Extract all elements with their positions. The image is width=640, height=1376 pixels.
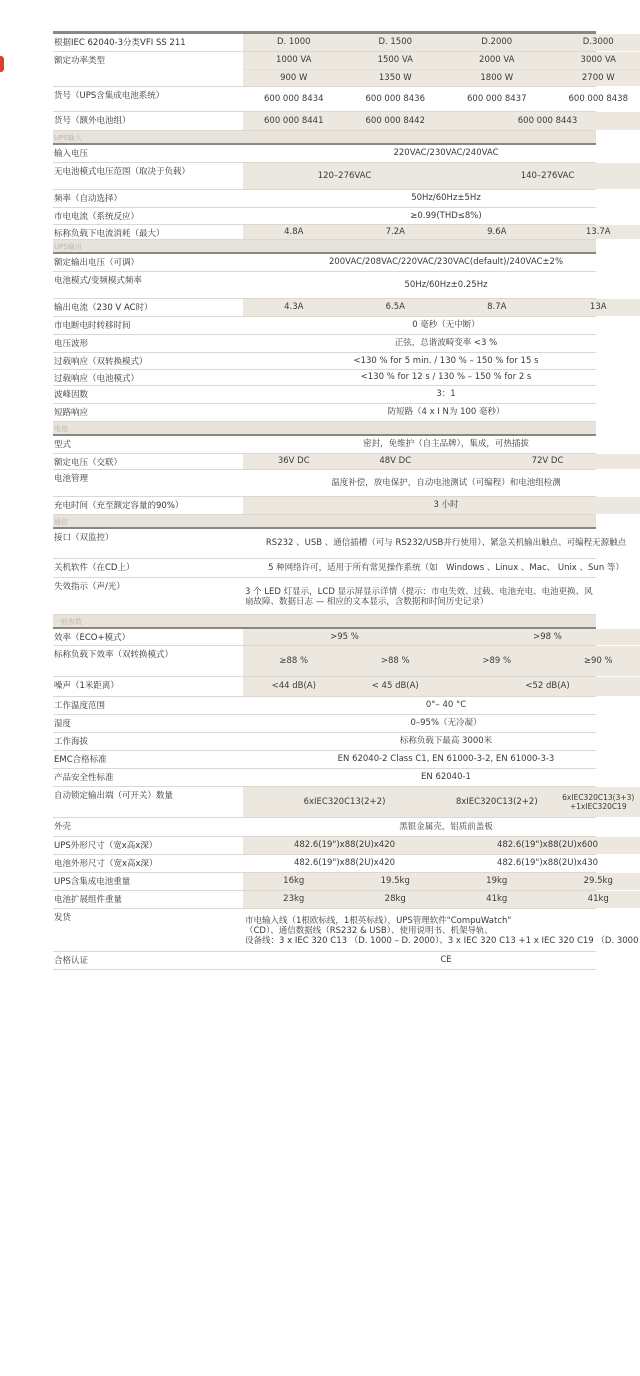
- spec-row: [53, 952, 596, 970]
- spec-value-cell: <130 % for 5 min. / 130 % – 150 % for 15 s: [353, 355, 539, 366]
- spec-label: EMC合格标准: [54, 755, 107, 765]
- spec-value-cell: 220VAC/230VAC/240VAC: [393, 148, 499, 159]
- spec-label: 自动锁定输出端（可开关）数量: [54, 791, 174, 801]
- spec-row: [53, 436, 596, 454]
- spec-value-cell: 19.5kg: [345, 873, 447, 890]
- spec-row: [53, 208, 596, 225]
- spec-label: 额定输出电压（可调）: [54, 258, 140, 268]
- spec-value-cell: EN 62040-1: [421, 772, 471, 783]
- spec-value-cell: 72V DC: [446, 454, 640, 469]
- spec-value-cell: 7.2A: [345, 225, 447, 239]
- spec-label: 额定电压（交联）: [54, 458, 123, 468]
- spec-row: [53, 163, 596, 190]
- spec-value-cell: 48V DC: [345, 454, 447, 469]
- spec-value-cell: D.2000: [446, 34, 548, 51]
- spec-label: 频率（自动选择）: [54, 194, 123, 204]
- spec-value-cell: 482.6(19")x88(2U)x430: [496, 858, 599, 869]
- spec-label: 外壳: [54, 822, 72, 832]
- spec-value-cell: EN 62040-2 Class C1, EN 61000-3-2, EN 61000-3-3: [337, 754, 555, 765]
- spec-row: [53, 112, 596, 131]
- spec-value-cell: ≥0.99(THD≤8%): [410, 210, 482, 221]
- spec-row: [53, 190, 596, 208]
- spec-value-cell: 4.3A: [243, 299, 345, 316]
- section-header-row: [53, 422, 596, 436]
- spec-row: [53, 818, 596, 837]
- spec-value-cell: 600 000 8441: [243, 112, 345, 130]
- spec-label: 标称负载下电流消耗（最大）: [54, 229, 165, 239]
- spec-value-cell: 200VAC/208VAC/220VAC/230VAC(default)/240VAC±2%: [328, 257, 564, 268]
- spec-row: [53, 677, 596, 697]
- spec-value-cell: 29.5kg: [548, 873, 640, 890]
- section-title: UPS输出: [54, 243, 82, 251]
- spec-value-line: 6xIEC320C13(3+3): [562, 793, 635, 802]
- spec-row: [53, 335, 596, 353]
- spec-value-cell: 3000 VA: [548, 52, 640, 69]
- spec-row: [53, 629, 596, 646]
- spec-row: [53, 715, 596, 733]
- section-title: UPS输入: [54, 134, 82, 142]
- spec-label: 工作海拔: [54, 737, 89, 747]
- spec-value-cell: 28kg: [345, 891, 447, 908]
- spec-label: 接口（双监控）: [54, 533, 114, 543]
- spec-value-cell: D. 1500: [345, 34, 447, 51]
- spec-row: [53, 697, 596, 715]
- spec-row: [53, 855, 599, 873]
- spec-value-cell: >88 %: [345, 646, 447, 676]
- spec-row: [53, 370, 596, 386]
- spec-label: UPS外形尺寸（宽x高x深）: [54, 841, 158, 851]
- spec-value-cell: 1800 W: [446, 70, 548, 87]
- red-edge-marker: [0, 56, 4, 72]
- spec-value-cell: 密封，免维护（自主品牌），集成，可热插拔: [363, 439, 529, 450]
- spec-row: [53, 646, 613, 677]
- spec-value-cell: 13A: [548, 299, 640, 316]
- spec-label: 电池扩展组件重量: [54, 895, 123, 905]
- spec-value-cell: 0°– 40 °C: [425, 700, 467, 711]
- spec-label: 输入电压: [54, 149, 89, 159]
- spec-value-cell: 2700 W: [548, 70, 640, 87]
- spec-label: 电池模式/变频模式频率: [54, 276, 142, 286]
- spec-value-cell: 温度补偿，放电保护，自动电池测试（可编程）和电池组检测: [331, 477, 561, 488]
- spec-value-cell: 0–95%（无冷凝）: [410, 718, 482, 729]
- spec-label: 市电电流（系统反应）: [54, 212, 140, 222]
- spec-row: [53, 31, 614, 52]
- spec-row: [53, 873, 613, 891]
- spec-value-cell: 0 毫秒（无中断）: [412, 320, 480, 331]
- spec-value-cell: 标称负载下最高 3000米: [399, 736, 493, 747]
- spec-row: [53, 837, 599, 855]
- spec-value-cell: RS232 、USB 、通信插槽（可与 RS232/USB并行使用）、紧急关机输出触点、可编程无源触点: [265, 538, 627, 549]
- spec-label: 噪声（1米距离）: [54, 681, 119, 691]
- spec-label: 效率（ECO+模式）: [54, 633, 131, 643]
- spec-value-cell: >89 %: [446, 646, 548, 676]
- spec-value-cell: 41kg: [548, 891, 640, 908]
- spec-value-cell: 50Hz/60Hz±5Hz: [411, 193, 481, 204]
- spec-value-cell: 5 种网络许可，适用于所有常见操作系统（如 Windows 、Linux 、Mac、 Unix 、Sun 等）: [268, 562, 624, 573]
- spec-value-cell: 防短路（4 x I N为 100 毫秒）: [387, 407, 505, 418]
- spec-value-cell: ≥88 %: [243, 646, 345, 676]
- spec-label: 标称负载下效率（双转换模式）: [54, 650, 174, 660]
- spec-value-cell: 900 W: [243, 70, 345, 87]
- spec-value-cell: 6xIEC320C13(2+2): [243, 787, 446, 817]
- spec-value-cell: CE: [440, 955, 452, 966]
- spec-value-cell: 50Hz/60Hz±0.25Hz: [404, 279, 488, 290]
- section-header-row: [53, 240, 596, 254]
- spec-label: 过载响应（双转换模式）: [54, 357, 148, 367]
- spec-row: [53, 353, 596, 370]
- spec-label: 合格认证: [54, 956, 89, 966]
- spec-label: 湿度: [54, 719, 72, 729]
- spec-value-cell: <52 dB(A): [446, 677, 640, 696]
- spec-value-cell: < 45 dB(A): [345, 677, 447, 696]
- spec-row: [53, 497, 596, 515]
- spec-value-cell: D.3000: [548, 34, 640, 51]
- ups-spec-table: [53, 31, 639, 970]
- spec-value-cell: 3：1: [436, 389, 456, 400]
- spec-value-cell: 600 000 8434: [264, 93, 324, 104]
- spec-value-cell: [243, 909, 640, 951]
- spec-value-cell: 13.7A: [548, 225, 640, 239]
- spec-value-cell: 120–276VAC: [243, 163, 446, 189]
- spec-row: [53, 578, 596, 615]
- spec-value-cell: 600 000 8436: [365, 93, 425, 104]
- spec-label: 输出电流（230 V AC时）: [54, 303, 153, 313]
- spec-row: [53, 52, 616, 87]
- spec-value-cell: [243, 578, 640, 614]
- spec-row: [53, 272, 596, 299]
- spec-value-cell: D. 1000: [243, 34, 345, 51]
- spec-value-cell: >98 %: [446, 629, 640, 645]
- spec-label: 无电池模式电压范围（取决于负载）: [54, 167, 191, 177]
- spec-value-cell: 8.7A: [446, 299, 548, 316]
- spec-value-cell: >95 %: [243, 629, 446, 645]
- spec-label: 市电断电时转移时间: [54, 321, 131, 331]
- spec-label: 货号（UPS含集成电池系统）: [54, 91, 165, 101]
- spec-label: 额定功率类型: [54, 56, 106, 66]
- spec-value-cell: 23kg: [243, 891, 345, 908]
- spec-value-cell: ≥90 %: [548, 646, 640, 676]
- spec-value-cell: <130 % for 12 s / 130 % – 150 % for 2 s: [360, 372, 532, 383]
- section-title: 一般参数: [54, 618, 82, 626]
- spec-row: [53, 470, 596, 497]
- spec-label: 波峰因数: [54, 390, 89, 400]
- spec-label: 过载响应（电池模式）: [54, 374, 140, 384]
- spec-row: [53, 751, 596, 769]
- spec-row: [53, 529, 627, 559]
- spec-value-line: （CD）、通信数据线（RS232 & USB）、使用说明书、机架导轨、: [245, 925, 493, 936]
- spec-value-line: 市电输入线（1根欧标线，1根英标线），UPS管理软件"CompuWatch": [245, 915, 512, 926]
- spec-value-cell: 140–276VAC: [446, 163, 640, 189]
- section-title: 通信: [54, 518, 68, 526]
- spec-value-cell: 19kg: [446, 873, 548, 890]
- spec-value-line: 设备线：3 x IEC 320 C13 （D. 1000 – D. 2000）、3 x IEC 320 C13 +1 x IEC 320 C19 （D. 3000: [245, 936, 639, 947]
- spec-row: [53, 145, 596, 163]
- spec-value-cell: 1500 VA: [345, 52, 447, 69]
- spec-row: [53, 87, 628, 112]
- spec-row: [53, 891, 609, 909]
- spec-row: [53, 733, 596, 751]
- spec-row: [53, 454, 596, 470]
- spec-value-cell: 600 000 8438: [568, 93, 628, 104]
- spec-label: 根据IEC 62040-3分类VFI SS 211: [54, 38, 186, 48]
- spec-row: [53, 909, 639, 952]
- section-header-row: [53, 615, 596, 629]
- spec-value-cell: 600 000 8443: [446, 112, 640, 130]
- spec-row: [53, 254, 596, 272]
- spec-label: 短路响应: [54, 408, 89, 418]
- spec-value-cell: 36V DC: [243, 454, 345, 469]
- section-header-row: [53, 131, 596, 145]
- spec-row: [53, 299, 607, 317]
- spec-value-cell: 9.6A: [446, 225, 548, 239]
- spec-value-line: +1xIEC320C19: [569, 802, 627, 811]
- spec-label: 充电时间（充至额定容量的90%）: [54, 501, 184, 511]
- spec-value-cell: 8xIEC320C13(2+2): [446, 787, 548, 817]
- spec-row: [53, 769, 596, 787]
- spec-label: 工作温度范围: [54, 701, 106, 711]
- spec-value-cell: [548, 787, 640, 817]
- spec-label: UPS含集成电池重量: [54, 877, 131, 887]
- spec-label: 发货: [54, 913, 72, 923]
- section-title: 电池: [54, 425, 68, 433]
- spec-row: [53, 317, 596, 335]
- spec-row: [53, 386, 596, 404]
- spec-row: [53, 225, 611, 240]
- spec-value-cell: <44 dB(A): [243, 677, 345, 696]
- spec-value-cell: 3 小时: [243, 497, 640, 514]
- spec-value-cell: 4.8A: [243, 225, 345, 239]
- spec-label: 型式: [54, 440, 72, 450]
- spec-row: [53, 559, 624, 578]
- spec-value-cell: 6.5A: [345, 299, 447, 316]
- spec-value-cell: 600 000 8437: [467, 93, 527, 104]
- spec-value-cell: 482.6(19")x88(2U)x420: [293, 858, 396, 869]
- spec-row: [53, 787, 635, 818]
- spec-label: 关机软件（在CD上）: [54, 563, 135, 573]
- spec-value-cell: 482.6(19")x88(2U)x600: [446, 837, 640, 854]
- spec-value-line: 扇故障、数据日志 — 相应的文本显示，含数据和时间历史记录）: [245, 597, 489, 607]
- spec-value-cell: 16kg: [243, 873, 345, 890]
- spec-value-cell: 黑银金属壳，铝质前盖板: [399, 821, 493, 832]
- spec-label: 失效指示（声/光）: [54, 582, 125, 592]
- spec-row: [53, 404, 596, 422]
- spec-value-cell: 482.6(19")x88(2U)x420: [243, 837, 446, 854]
- spec-label: 电池管理: [54, 474, 89, 484]
- spec-value-cell: 1000 VA: [243, 52, 345, 69]
- section-header-row: [53, 515, 596, 529]
- spec-label: 产品安全性标准: [54, 773, 114, 783]
- spec-value-cell: 2000 VA: [446, 52, 548, 69]
- spec-value-line: 3 个 LED 灯显示，LCD 显示屏显示详情（提示：市电失效、过载、电池充电、电池更换、风: [245, 586, 593, 597]
- spec-label: 货号（额外电池组）: [54, 116, 131, 126]
- spec-value-cell: 正弦，总谐波畸变率 <3 %: [394, 338, 498, 349]
- spec-value-cell: 41kg: [446, 891, 548, 908]
- spec-label: 电压波形: [54, 339, 89, 349]
- spec-label: 电池外形尺寸（宽x高x深）: [54, 859, 158, 869]
- spec-value-cell: 1350 W: [345, 70, 447, 87]
- spec-value-cell: 600 000 8442: [345, 112, 447, 130]
